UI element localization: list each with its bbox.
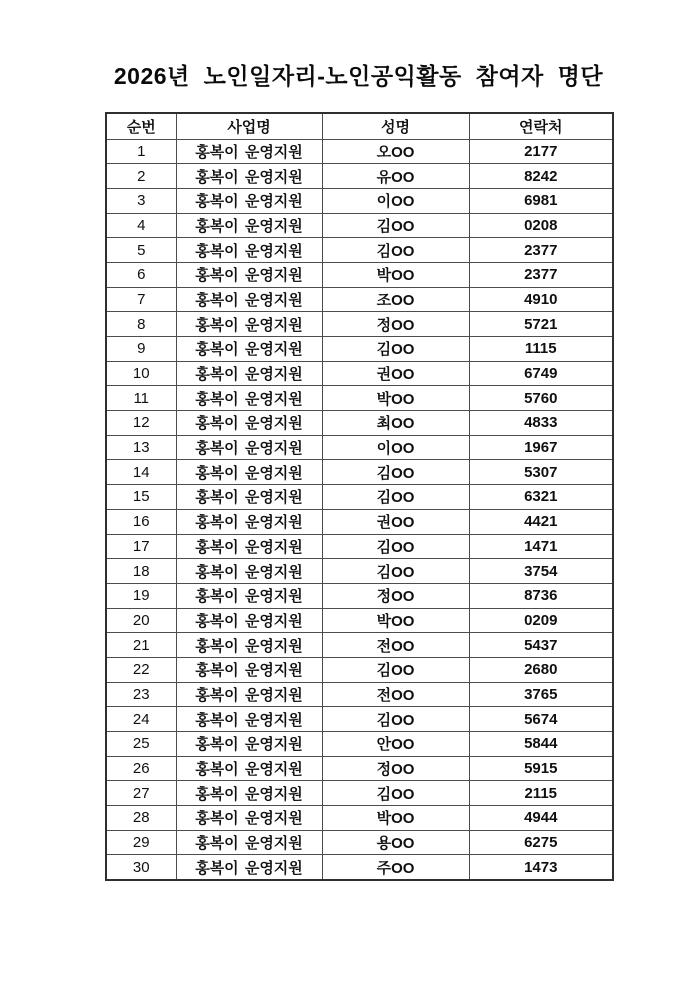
cell-contact: 5437 bbox=[469, 633, 613, 658]
cell-name: 박OO bbox=[322, 608, 469, 633]
cell-contact: 1473 bbox=[469, 855, 613, 880]
cell-no: 7 bbox=[106, 287, 176, 312]
cell-contact: 5307 bbox=[469, 460, 613, 485]
column-header-contact: 연락처 bbox=[469, 113, 613, 139]
participant-table-body bbox=[106, 139, 613, 880]
cell-project: 홍복이 운영지원 bbox=[176, 188, 322, 213]
table-row bbox=[106, 682, 613, 707]
cell-name: 박OO bbox=[322, 262, 469, 287]
cell-no: 19 bbox=[106, 583, 176, 608]
cell-no: 21 bbox=[106, 633, 176, 658]
cell-name: 안OO bbox=[322, 732, 469, 757]
table-row bbox=[106, 633, 613, 658]
table-row bbox=[106, 855, 613, 880]
cell-no: 27 bbox=[106, 781, 176, 806]
cell-name: 정OO bbox=[322, 583, 469, 608]
cell-name: 전OO bbox=[322, 633, 469, 658]
table-row bbox=[106, 287, 613, 312]
cell-contact: 4910 bbox=[469, 287, 613, 312]
cell-contact: 5674 bbox=[469, 707, 613, 732]
table-row bbox=[106, 188, 613, 213]
cell-name: 최OO bbox=[322, 411, 469, 436]
cell-no: 8 bbox=[106, 312, 176, 337]
cell-name: 조OO bbox=[322, 287, 469, 312]
cell-name: 김OO bbox=[322, 534, 469, 559]
cell-contact: 1115 bbox=[469, 337, 613, 362]
cell-no: 25 bbox=[106, 732, 176, 757]
table-row bbox=[106, 435, 613, 460]
table-row bbox=[106, 756, 613, 781]
cell-name: 김OO bbox=[322, 707, 469, 732]
cell-project: 홍복이 운영지원 bbox=[176, 583, 322, 608]
cell-no: 1 bbox=[106, 139, 176, 164]
table-row bbox=[106, 830, 613, 855]
cell-name: 오OO bbox=[322, 139, 469, 164]
cell-no: 17 bbox=[106, 534, 176, 559]
table-row bbox=[106, 164, 613, 189]
cell-no: 12 bbox=[106, 411, 176, 436]
table-row bbox=[106, 213, 613, 238]
cell-project: 홍복이 운영지원 bbox=[176, 781, 322, 806]
cell-name: 전OO bbox=[322, 682, 469, 707]
cell-no: 10 bbox=[106, 361, 176, 386]
cell-project: 홍복이 운영지원 bbox=[176, 806, 322, 831]
cell-project: 홍복이 운영지원 bbox=[176, 337, 322, 362]
table-row bbox=[106, 657, 613, 682]
table-row bbox=[106, 534, 613, 559]
cell-name: 김OO bbox=[322, 460, 469, 485]
table-row bbox=[106, 238, 613, 263]
table-row bbox=[106, 583, 613, 608]
page-title: 2026년 노인일자리-노인공익활동 참여자 명단 bbox=[113, 63, 604, 89]
cell-contact: 6749 bbox=[469, 361, 613, 386]
cell-project: 홍복이 운영지원 bbox=[176, 485, 322, 510]
cell-name: 박OO bbox=[322, 386, 469, 411]
cell-project: 홍복이 운영지원 bbox=[176, 312, 322, 337]
cell-contact: 3754 bbox=[469, 559, 613, 584]
cell-name: 권OO bbox=[322, 361, 469, 386]
cell-project: 홍복이 운영지원 bbox=[176, 213, 322, 238]
header-row bbox=[106, 113, 613, 139]
cell-name: 박OO bbox=[322, 806, 469, 831]
cell-project: 홍복이 운영지원 bbox=[176, 559, 322, 584]
table-row bbox=[106, 485, 613, 510]
cell-contact: 6981 bbox=[469, 188, 613, 213]
cell-name: 권OO bbox=[322, 509, 469, 534]
cell-project: 홍복이 운영지원 bbox=[176, 411, 322, 436]
cell-project: 홍복이 운영지원 bbox=[176, 164, 322, 189]
cell-no: 26 bbox=[106, 756, 176, 781]
table-row bbox=[106, 781, 613, 806]
cell-name: 김OO bbox=[322, 337, 469, 362]
cell-project: 홍복이 운영지원 bbox=[176, 707, 322, 732]
cell-project: 홍복이 운영지원 bbox=[176, 657, 322, 682]
cell-project: 홍복이 운영지원 bbox=[176, 238, 322, 263]
cell-contact: 2115 bbox=[469, 781, 613, 806]
cell-contact: 5915 bbox=[469, 756, 613, 781]
cell-no: 15 bbox=[106, 485, 176, 510]
cell-contact: 2377 bbox=[469, 262, 613, 287]
participant-table bbox=[105, 112, 614, 881]
cell-no: 29 bbox=[106, 830, 176, 855]
cell-project: 홍복이 운영지원 bbox=[176, 460, 322, 485]
table-row bbox=[106, 262, 613, 287]
cell-no: 9 bbox=[106, 337, 176, 362]
cell-project: 홍복이 운영지원 bbox=[176, 855, 322, 880]
table-row bbox=[106, 139, 613, 164]
cell-name: 김OO bbox=[322, 781, 469, 806]
participant-table-header bbox=[106, 113, 613, 139]
cell-no: 20 bbox=[106, 608, 176, 633]
table-row bbox=[106, 460, 613, 485]
table-row bbox=[106, 707, 613, 732]
table-row bbox=[106, 806, 613, 831]
cell-contact: 4421 bbox=[469, 509, 613, 534]
cell-project: 홍복이 운영지원 bbox=[176, 608, 322, 633]
cell-contact: 2680 bbox=[469, 657, 613, 682]
cell-project: 홍복이 운영지원 bbox=[176, 361, 322, 386]
cell-project: 홍복이 운영지원 bbox=[176, 830, 322, 855]
cell-name: 이OO bbox=[322, 435, 469, 460]
cell-contact: 6275 bbox=[469, 830, 613, 855]
cell-no: 5 bbox=[106, 238, 176, 263]
cell-contact: 2177 bbox=[469, 139, 613, 164]
cell-contact: 6321 bbox=[469, 485, 613, 510]
cell-contact: 4833 bbox=[469, 411, 613, 436]
cell-no: 11 bbox=[106, 386, 176, 411]
table-row bbox=[106, 608, 613, 633]
column-header-no: 순번 bbox=[106, 113, 176, 139]
cell-name: 용OO bbox=[322, 830, 469, 855]
document-content bbox=[105, 58, 612, 881]
cell-project: 홍복이 운영지원 bbox=[176, 732, 322, 757]
cell-name: 정OO bbox=[322, 756, 469, 781]
cell-no: 23 bbox=[106, 682, 176, 707]
cell-contact: 0209 bbox=[469, 608, 613, 633]
cell-contact: 5844 bbox=[469, 732, 613, 757]
cell-contact: 5760 bbox=[469, 386, 613, 411]
cell-no: 2 bbox=[106, 164, 176, 189]
cell-contact: 1967 bbox=[469, 435, 613, 460]
cell-name: 김OO bbox=[322, 213, 469, 238]
table-row bbox=[106, 411, 613, 436]
cell-project: 홍복이 운영지원 bbox=[176, 386, 322, 411]
table-row bbox=[106, 386, 613, 411]
table-row bbox=[106, 559, 613, 584]
cell-name: 정OO bbox=[322, 312, 469, 337]
cell-contact: 0208 bbox=[469, 213, 613, 238]
table-row bbox=[106, 312, 613, 337]
cell-contact: 8242 bbox=[469, 164, 613, 189]
cell-contact: 2377 bbox=[469, 238, 613, 263]
cell-project: 홍복이 운영지원 bbox=[176, 682, 322, 707]
table-row bbox=[106, 509, 613, 534]
cell-project: 홍복이 운영지원 bbox=[176, 262, 322, 287]
cell-project: 홍복이 운영지원 bbox=[176, 509, 322, 534]
cell-name: 김OO bbox=[322, 238, 469, 263]
cell-contact: 5721 bbox=[469, 312, 613, 337]
cell-no: 13 bbox=[106, 435, 176, 460]
cell-no: 6 bbox=[106, 262, 176, 287]
cell-contact: 1471 bbox=[469, 534, 613, 559]
cell-contact: 3765 bbox=[469, 682, 613, 707]
table-row bbox=[106, 337, 613, 362]
cell-project: 홍복이 운영지원 bbox=[176, 756, 322, 781]
cell-project: 홍복이 운영지원 bbox=[176, 534, 322, 559]
table-row bbox=[106, 361, 613, 386]
cell-name: 김OO bbox=[322, 485, 469, 510]
cell-no: 28 bbox=[106, 806, 176, 831]
cell-name: 김OO bbox=[322, 657, 469, 682]
cell-no: 16 bbox=[106, 509, 176, 534]
cell-name: 유OO bbox=[322, 164, 469, 189]
cell-no: 3 bbox=[106, 188, 176, 213]
cell-contact: 8736 bbox=[469, 583, 613, 608]
cell-project: 홍복이 운영지원 bbox=[176, 139, 322, 164]
cell-project: 홍복이 운영지원 bbox=[176, 287, 322, 312]
column-header-name: 성명 bbox=[322, 113, 469, 139]
column-header-project: 사업명 bbox=[176, 113, 322, 139]
cell-name: 주OO bbox=[322, 855, 469, 880]
cell-project: 홍복이 운영지원 bbox=[176, 435, 322, 460]
cell-no: 18 bbox=[106, 559, 176, 584]
cell-no: 22 bbox=[106, 657, 176, 682]
table-row bbox=[106, 732, 613, 757]
cell-name: 이OO bbox=[322, 188, 469, 213]
cell-no: 14 bbox=[106, 460, 176, 485]
cell-no: 4 bbox=[106, 213, 176, 238]
cell-name: 김OO bbox=[322, 559, 469, 584]
cell-no: 24 bbox=[106, 707, 176, 732]
cell-contact: 4944 bbox=[469, 806, 613, 831]
cell-no: 30 bbox=[106, 855, 176, 880]
cell-project: 홍복이 운영지원 bbox=[176, 633, 322, 658]
